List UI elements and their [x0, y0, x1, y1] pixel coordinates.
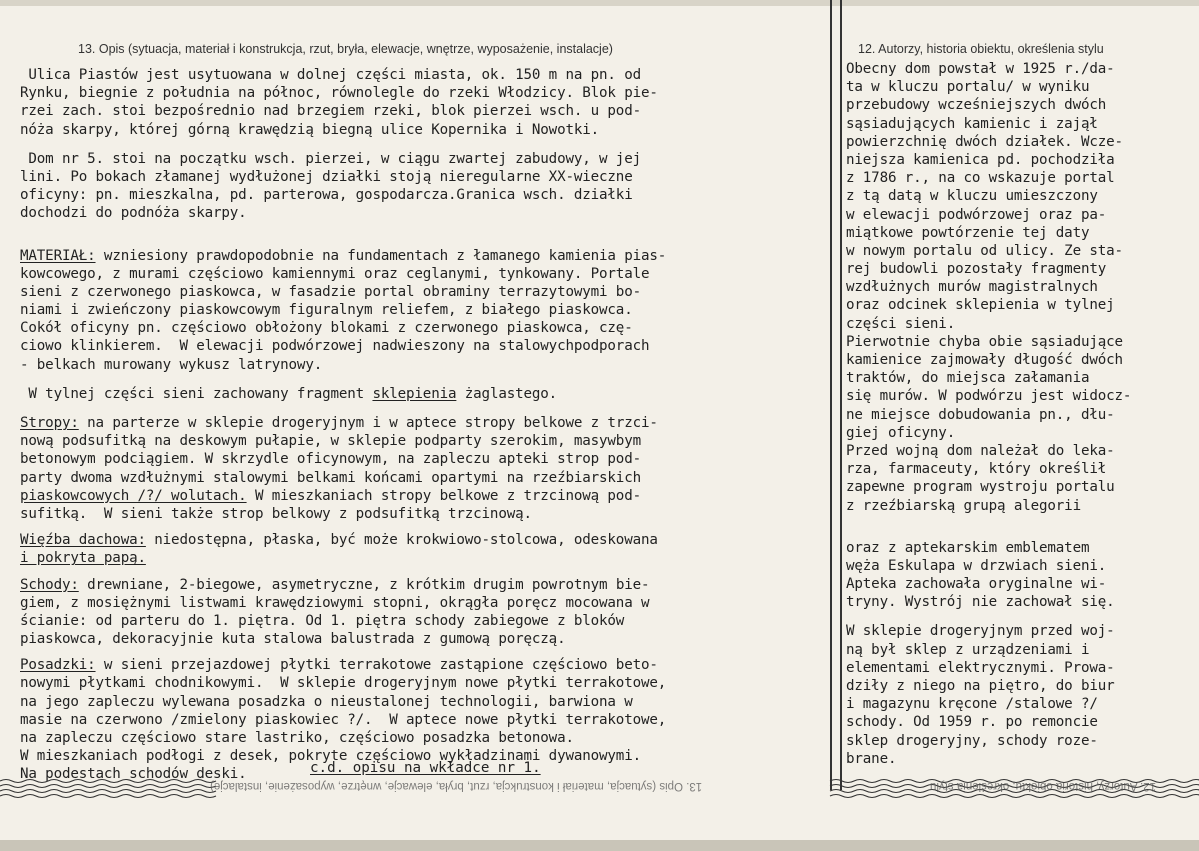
text-line: części sieni. — [846, 315, 956, 332]
text-line: Posadzki: w sieni przejazdowej płytki terrakotowe zastąpione częściowo beto- — [20, 657, 658, 674]
text-line: lini. Po bokach złamanej wydłużonej działki stoją nieregularne XX-wieczne — [20, 168, 633, 185]
text-line: i pokryta papą. — [20, 550, 146, 567]
text-line: Pierwotnie chyba obie sąsiadujące — [846, 333, 1123, 350]
text-line: z tą datą w kluczu umieszczony — [846, 188, 1098, 205]
paragraph-material — [20, 247, 828, 374]
vault-word: sklepienia — [372, 385, 457, 402]
text-line: kamienice zajmowały długość dwóch — [846, 352, 1123, 368]
paragraph-pharmacy — [846, 539, 1191, 612]
text-line: traktów, do miejsca załamania — [846, 370, 1090, 387]
text-line: giej oficyny. — [846, 424, 956, 441]
text-line: sąsiadujących kamienic i zajął — [846, 115, 1098, 132]
paragraph-house — [20, 150, 828, 223]
text-line: ta w kluczu portalu/ w wyniku — [846, 79, 1090, 96]
text-line: Przed wojną dom należał do leka- — [846, 442, 1115, 459]
text-line: niami i zwieńczony piaskowcowym figuralnym reliefem, z białego piaskowca. — [20, 302, 633, 319]
paragraph-history — [846, 60, 1191, 515]
paragraph-roof — [20, 531, 828, 567]
text-line: Schody: drewniane, 2-biegowe, asymetryczne, z krótkim drugim powrotnym bie- — [20, 576, 650, 593]
section-12-header: 12. Autorzy, historia obiektu, określenia stylu — [858, 42, 1104, 56]
text-line: betonowym podciągiem. W skrzydle oficynowym, na zapleczu apteki strop pod- — [20, 451, 641, 468]
text-line: Dom nr 5. stoi na początku wsch. pierzei, w ciągu zwartej zabudowy, w jej — [20, 150, 641, 167]
material-label: MATERIAŁ: — [20, 247, 96, 264]
text-line: tryny. Wystrój nie zachował się. — [846, 594, 1115, 611]
ceilings-label: Stropy: — [20, 415, 79, 431]
mirrored-header-right: 12. Autorzy, historia obiektu, określenia stylu — [930, 780, 1157, 792]
text-line: niejsza kamienica pd. pochodziła — [846, 151, 1115, 168]
text-line: elementami elektrycznymi. Prowa- — [846, 659, 1115, 676]
text-line: oraz odcinek sklepienia w tylnej — [846, 297, 1115, 314]
text-line: schody. Od 1959 r. po remoncie — [846, 714, 1098, 731]
text-line: Rynku, biegnie z południa na północ, równolegle do rzeki Włodzicy. Blok pie- — [20, 85, 658, 102]
paragraph-vault: W tylnej części sieni zachowany fragment sklepienia żaglastego. — [20, 385, 558, 402]
top-edge — [0, 0, 1199, 6]
section-13-header: 13. Opis (sytuacja, materiał i konstrukcja, rzut, bryła, elewacje, wnętrze, wyposażenie, instalacje) — [78, 42, 613, 56]
text-line: piaskowca, dekoracyjnie kuta stalowa balustrada z gumową poręczą. — [20, 631, 566, 648]
text-line: węża Eskulapa w drzwiach sieni. — [846, 557, 1107, 574]
bottom-edge — [0, 840, 1199, 851]
text-line: dziły z niego na piętro, do biur — [846, 678, 1115, 694]
text-line: Obecny dom powstał w 1925 r./da- — [846, 61, 1115, 77]
text-line: masie na czerwono /zmielony piaskowiec ?/. W aptece nowe płytki terrakotowe, — [20, 711, 667, 728]
text-line: party dwoma wzdłużnymi stalowymi belkami końcami opartymi na rzeźbiarskich — [20, 469, 641, 486]
history-column — [846, 60, 1191, 768]
text-line: nowymi płytkami chodnikowymi. W sklepie drogeryjnym nowe płytki terrakotowe, — [20, 675, 667, 692]
text-line: miątkowe powtórzenie tej daty — [846, 224, 1090, 241]
text-line: w nowym portalu od ulicy. Ze sta- — [846, 242, 1123, 259]
text-line: - belkach murowany wykusz latrynowy. — [20, 356, 323, 373]
paragraph-stairs — [20, 576, 828, 649]
text-line: rzei zach. stoi bezpośrednio nad brzegiem rzeki, blok pierzei wsch. u pod- — [20, 103, 641, 120]
text-line: zapewne program wystroju portalu — [846, 479, 1115, 496]
text-line: ne miejsce dobudowania pn., dłu- — [846, 406, 1115, 423]
roof-label: Więźba dachowa: — [20, 532, 146, 549]
text-line: sklep drogeryjny, schody roze- — [846, 732, 1098, 749]
text-line: na zapleczu częściowo stare lastriko, częściowo posadzka betonowa. — [20, 730, 574, 746]
text-line: ścianie: od parteru do 1. piętra. Od 1. piętra schody zabiegowe z bloków — [20, 612, 625, 629]
text-line: Apteka zachowała oryginalne wi- — [846, 576, 1107, 593]
text-line: wzdłużnych murów magistralnych — [846, 279, 1098, 296]
text-line: Na podestach schodów deski. — [20, 766, 247, 783]
text-line: i magazynu kręcone /stalowe ?/ — [846, 696, 1098, 713]
text-line: Stropy: na parterze w sklepie drogeryjnym i w aptece stropy belkowe z trzci- — [20, 415, 658, 431]
paragraph-drugstore — [846, 622, 1191, 768]
continuation-note: c.d. opisu na wkładce nr 1. — [310, 760, 541, 776]
text-line: rza, farmaceuty, który określił — [846, 461, 1107, 478]
text-line: sufitką. W sieni także strop belkowy z podsufitką trzcinową. — [20, 505, 532, 522]
text-line: MATERIAŁ: wzniesiony prawdopodobnie na fundamentach z łamanego kamienia pias- — [20, 247, 667, 264]
text-line: oraz z aptekarskim emblematem — [846, 539, 1090, 556]
text-line: nową podsufitką na deskowym pułapie, w sklepie podparty szerokim, masywbym — [20, 433, 641, 450]
column-divider — [830, 0, 842, 790]
text-line: się murów. W podwórzu jest widocz- — [846, 388, 1132, 405]
text-line: powierzchnię dwóch działek. Wcze- — [846, 133, 1123, 150]
text-line: ciowo klinkierem. W elewacji podwórzowej nadwieszony na stalowychpodporach — [20, 338, 650, 355]
text-line: W sklepie drogeryjnym przed woj- — [846, 623, 1115, 640]
floors-label: Posadzki: — [20, 657, 96, 674]
text-line: z rzeźbiarską grupą alegorii — [846, 497, 1081, 514]
paragraph-ceilings — [20, 414, 828, 523]
description-column — [20, 66, 828, 784]
text-line: na jego zapleczu wylewana posadzka o nieustalonej technologii, barwiona w — [20, 693, 633, 710]
text-line: W mieszkaniach podłogi z desek, pokryte częściowo wykładzinami dywanowymi. — [20, 748, 641, 765]
text-line: ną był sklep z urządzeniami i — [846, 641, 1090, 658]
text-line: Cokół oficyny pn. częściowo obłożony blokami z czerwonego piaskowca, czę- — [20, 320, 633, 337]
text-line: sieni z czerwonego piaskowca, w fasadzie portal obraminy terrazytowymi bo- — [20, 283, 641, 300]
text-line: Ulica Piastów jest usytuowana w dolnej części miasta, ok. 150 m na pn. od — [20, 67, 641, 83]
paragraph-location — [20, 66, 828, 139]
mirrored-header-left: 13. Opis (sytuacja, materiał i konstrukcja, rzut, bryła, elewacje, wnętrze, wyposażenie, instalacje) — [210, 780, 703, 792]
stairs-label: Schody: — [20, 576, 79, 593]
text-line: kowcowego, z murami częściowo kamiennymi oraz ceglanymi, tynkowany. Portale — [20, 265, 650, 282]
text-line: nóża skarpy, której górną krawędzią biegną ulice Kopernika i Nowotki. — [20, 121, 600, 138]
text-line: rej budowli pozostały fragmenty — [846, 261, 1107, 278]
text-line: w elewacji podwórzowej oraz pa- — [846, 206, 1107, 223]
text-line: piaskowcowych /?/ wolutach. W mieszkaniach stropy belkowe z trzcinową pod- — [20, 487, 641, 504]
text-line: przebudowy wcześniejszych dwóch — [846, 97, 1107, 114]
text-line: Więźba dachowa: niedostępna, płaska, być może krokwiowo-stolcowa, odeskowana — [20, 532, 658, 549]
text-line: dochodzi do podnóża skarpy. — [20, 205, 247, 222]
text-line: z 1786 r., na co wskazuje portal — [846, 170, 1115, 187]
text-line: brane. — [846, 750, 897, 767]
text-line: giem, z mosiężnymi listwami krawędziowymi stopni, okrągła poręcz mocowana w — [20, 594, 650, 611]
text-line: oficyny: pn. mieszkalna, pd. parterowa, gospodarcza.Granica wsch. działki — [20, 187, 633, 204]
